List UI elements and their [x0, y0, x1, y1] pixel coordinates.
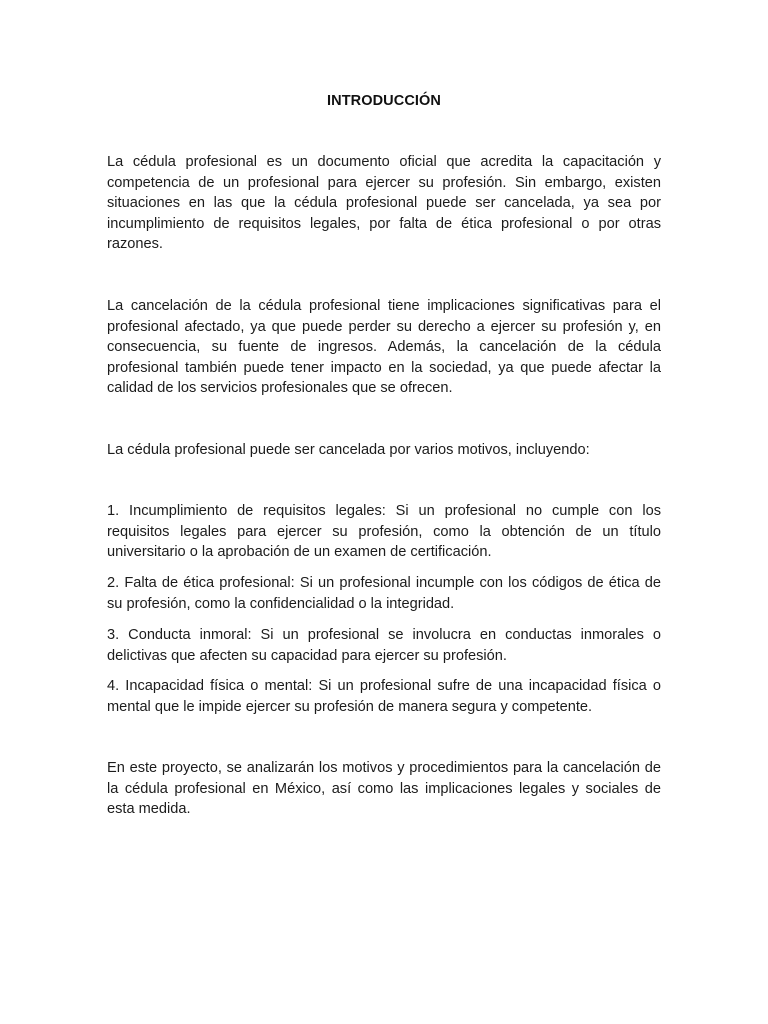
list-item: 2. Falta de ética profesional: Si un profesional incumple con los códigos de ética de su profesión, como la confidencialidad o la integridad.: [107, 575, 661, 612]
paragraph-closing: En este proyecto, se analizarán los motivos y procedimientos para la cancelación de la cédula profesional en México, así como las implicaciones legales y sociales de esta medida.: [107, 760, 661, 817]
list-item: 3. Conducta inmoral: Si un profesional se involucra en conductas inmorales o delictivas que afecten su capacidad para ejercer su profesión.: [107, 627, 661, 664]
paragraph-reasons-lead: La cédula profesional puede ser cancelada por varios motivos, incluyendo:: [107, 442, 590, 458]
paragraph-implications: La cancelación de la cédula profesional tiene implicaciones significativas para el profesional afectado, ya que puede perder su derecho a ejercer su profesión y, en consecuencia, su fuente de ingresos. Además, la cancelación de la cédula profesional también puede tener impacto en la sociedad, ya que puede afectar la calidad de los servicios profesionales que se ofrecen.: [107, 298, 661, 396]
list-item: 4. Incapacidad física o mental: Si un profesional sufre de una incapacidad física o mental que le impide ejercer su profesión de manera segura y competente.: [107, 678, 661, 715]
document-title: INTRODUCCIÓN: [327, 93, 441, 109]
paragraph-intro: La cédula profesional es un documento oficial que acredita la capacitación y competencia de un profesional para ejercer su profesión. Sin embargo, existen situaciones en las que la cédula profesional puede ser cancelada, ya sea por incumplimiento de requisitos legales, por falta de ética profesional o por otras razones.: [107, 154, 661, 252]
list-item: 1. Incumplimiento de requisitos legales: Si un profesional no cumple con los requisitos legales para ejercer su profesión, como la obtención de un título universitario o la aprobación de un examen de certificación.: [107, 503, 661, 560]
